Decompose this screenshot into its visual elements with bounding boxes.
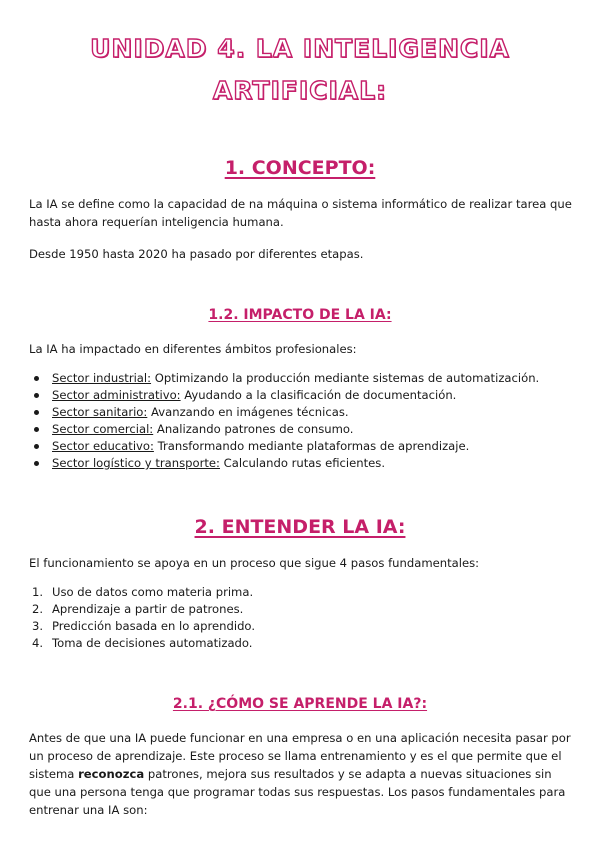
sector-label: Sector logístico y transporte: xyxy=(52,456,220,470)
list-item xyxy=(29,635,574,652)
sector-text: Transformando mediante plataformas de aprendizaje. xyxy=(153,439,470,453)
impacto-list xyxy=(29,370,574,472)
list-item xyxy=(29,455,574,472)
heading-impacto: 1.2. IMPACTO DE LA IA: xyxy=(208,307,392,323)
sector-label: Sector educativo: xyxy=(52,439,154,453)
step-number: 1. xyxy=(32,585,44,599)
step-text: Aprendizaje a partir de patrones. xyxy=(52,602,244,616)
sector-text: Calculando rutas eficientes. xyxy=(219,456,386,470)
list-item xyxy=(29,370,574,387)
heading-entender: 2. ENTENDER LA IA: xyxy=(194,516,406,538)
step-number: 3. xyxy=(32,619,44,633)
step-number: 2. xyxy=(32,602,44,616)
bold-term: reconozca xyxy=(78,767,145,781)
sector-text: Ayudando a la clasificación de documentación. xyxy=(180,388,457,402)
entender-intro: El funcionamiento se apoya en un proceso que sigue 4 pasos fundamentales: xyxy=(29,556,480,570)
sector-text: Analizando patrones de consumo. xyxy=(153,422,354,436)
step-text: Predicción basada en lo aprendido. xyxy=(52,619,256,633)
sector-text: Optimizando la producción mediante sistemas de automatización. xyxy=(151,371,540,385)
step-number: 4. xyxy=(32,636,44,650)
sector-label: Sector industrial: xyxy=(52,371,152,385)
list-item xyxy=(29,421,574,438)
sector-label: Sector administrativo: xyxy=(52,388,181,402)
list-item xyxy=(29,438,574,455)
heading-como-aprende: 2.1. ¿CÓMO SE APRENDE LA IA?: xyxy=(172,696,428,712)
impacto-intro: La IA ha impactado en diferentes ámbitos profesionales: xyxy=(29,342,357,356)
list-item xyxy=(29,387,574,404)
paragraph-text-start: Antes de que una IA puede funcionar en una empresa o en una aplicación necesita pasar por un proceso de aprendizaje. Este proceso se llama entrenamiento y es el que permite que el sistema xyxy=(29,731,571,781)
sector-text: Avanzando en imágenes técnicas. xyxy=(147,405,349,419)
step-text: Uso de datos como materia prima. xyxy=(52,585,254,599)
sector-label: Sector sanitario: xyxy=(52,405,148,419)
list-item xyxy=(29,404,574,421)
list-item xyxy=(29,618,574,635)
concepto-paragraph-1: La IA se define como la capacidad de na máquina o sistema informático de realizar tarea que hasta ahora requerían inteligencia humana. xyxy=(29,197,572,229)
unit-title-line-1: UNIDAD 4. LA INTELIGENCIA xyxy=(90,34,510,63)
steps-list xyxy=(29,584,574,652)
list-item xyxy=(29,584,574,601)
paragraph-text-end: patrones, mejora sus resultados y se adapta a nuevas situaciones sin que una persona tenga que programar todas sus respuestas. Los pasos fundamentales para entrenar una IA son: xyxy=(29,767,566,817)
list-item xyxy=(29,601,574,618)
concepto-paragraph-2: Desde 1950 hasta 2020 ha pasado por diferentes etapas. xyxy=(29,247,364,261)
step-text: Toma de decisiones automatizado. xyxy=(52,636,253,650)
como-aprende-paragraph xyxy=(29,729,574,819)
unit-title-line-2: ARTIFICIAL: xyxy=(212,76,388,105)
sector-label: Sector comercial: xyxy=(52,422,154,436)
heading-concepto: 1. CONCEPTO: xyxy=(224,157,376,179)
